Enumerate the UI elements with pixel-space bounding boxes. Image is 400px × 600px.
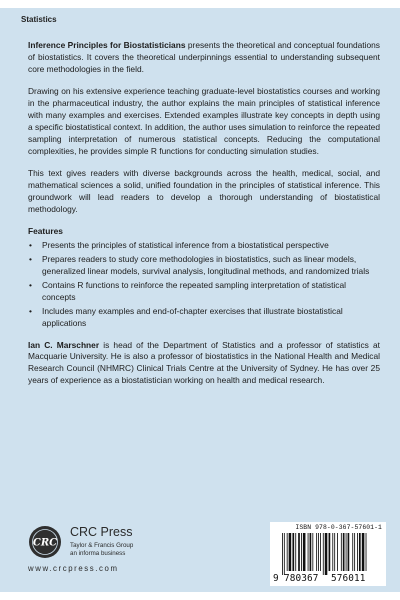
barcode-bar — [287, 533, 288, 571]
feature-item — [28, 306, 380, 330]
barcode-bar — [318, 533, 319, 571]
experience-paragraph: Drawing on his extensive experience teaching graduate-level biostatistics courses and working in the pharmaceutical industry, the author explains the main principles of statistical inference with many examples and exercises. Extended examples illustrate key concepts in depth using a specific biostatistical context. In addition, the author uses simulation to reinforce the repeated sampling interpretation of numerous statistical concepts. Reducing the computational complexities, he provides simple R functions for conducting simulation studies. — [28, 86, 380, 156]
logo-text: CRC — [32, 537, 58, 549]
bullet-icon: • — [29, 240, 32, 251]
feature-item — [28, 240, 380, 252]
publisher-subtitle — [70, 542, 133, 558]
barcode-bar — [334, 533, 335, 571]
barcode-bar — [348, 533, 350, 571]
barcode-bar — [325, 533, 328, 575]
features-list — [28, 240, 380, 329]
bullet-icon: • — [29, 279, 32, 290]
bullet-icon: • — [29, 305, 32, 316]
barcode-bar — [308, 533, 309, 571]
barcode-bar — [284, 533, 285, 575]
barcode-bar — [289, 533, 292, 571]
barcode-bars-icon — [282, 533, 378, 575]
publisher-group: Taylor & Francis Group — [70, 542, 134, 549]
barcode-bar — [298, 533, 300, 571]
publisher-tagline: an informa business — [70, 550, 126, 557]
barcode-bar — [301, 533, 302, 571]
barcode-bar — [312, 533, 313, 571]
barcode-bar — [343, 533, 345, 571]
author-bio — [28, 340, 380, 388]
intro-text: presents the theoretical and conceptual foundations of biostatistics. It covers the theoretical underpinnings essential to understanding subsequent core methodologies in the field. — [28, 40, 380, 74]
barcode-bar — [359, 533, 361, 571]
publisher-block — [28, 518, 188, 584]
feature-text: Presents the principles of statistical inference from a biostatistical perspective — [42, 240, 329, 251]
bullet-icon: • — [29, 254, 32, 265]
barcode-bar — [303, 533, 306, 571]
isbn-barcode — [270, 522, 386, 586]
crc-press-logo-icon — [28, 525, 62, 559]
publisher-name: CRC Press — [70, 525, 133, 539]
description-block — [28, 40, 380, 398]
author-bio-text: is head of the Department of Statistics and a professor of statistics at Macquarie University. He is also a professor of biostatistics in the National Health and Medical Research Council (NHMRC) Clinical Trials Centre at the University of Sydney. He has over 25 years of experience as a biostatistician working on health and medical research. — [28, 339, 380, 386]
barcode-digits-right: 576011 — [331, 573, 366, 584]
barcode-bar — [357, 533, 358, 571]
publisher-url: www.crcpress.com — [28, 564, 119, 573]
barcode-bar — [341, 533, 342, 571]
barcode-bar — [316, 533, 317, 571]
barcode-bar — [295, 533, 296, 571]
barcode-digits-left: 780367 — [284, 573, 319, 584]
author-name: Ian C. Marschner — [28, 339, 100, 350]
barcode-bar — [366, 533, 367, 571]
barcode-bar — [332, 533, 333, 571]
barcode-bar — [337, 533, 338, 571]
barcode-bar — [346, 533, 347, 571]
feature-item — [28, 254, 380, 278]
barcode-bar — [329, 533, 331, 571]
isbn-label: ISBN 978-0-367-57601-1 — [295, 524, 382, 531]
barcode-bar — [282, 533, 283, 575]
barcode-digit-first: 9 — [273, 573, 279, 584]
barcode-bar — [310, 533, 312, 571]
features-heading: Features — [28, 226, 63, 237]
category-label: Statistics — [21, 15, 57, 24]
barcode-bar — [352, 533, 353, 571]
barcode-bar — [323, 533, 324, 575]
barcode-bar — [354, 533, 355, 571]
feature-text: Contains R functions to reinforce the repeated sampling interpretation of statistical concepts — [42, 279, 346, 302]
feature-item — [28, 280, 380, 304]
barcode-bar — [362, 533, 365, 571]
feature-text: Prepares readers to study core methodologies in biostatistics, such as linear models, generalized linear models, survival analysis, longitudinal methods, and randomized trials — [42, 254, 370, 276]
book-title-lead: Inference Principles for Biostatisticians — [28, 40, 186, 50]
audience-paragraph: This text gives readers with diverse backgrounds across the health, medical, social, and mathematical sciences a solid, unified foundation in the principles of statistical inference. This groundwork will lead readers to develop a thorough understanding of biostatistical methodology. — [28, 168, 380, 214]
barcode-bar — [320, 533, 321, 571]
feature-text: Includes many examples and end-of-chapter exercises that illustrate biostatistical applications — [42, 305, 343, 328]
barcode-bar — [292, 533, 294, 571]
intro-paragraph — [28, 40, 380, 76]
